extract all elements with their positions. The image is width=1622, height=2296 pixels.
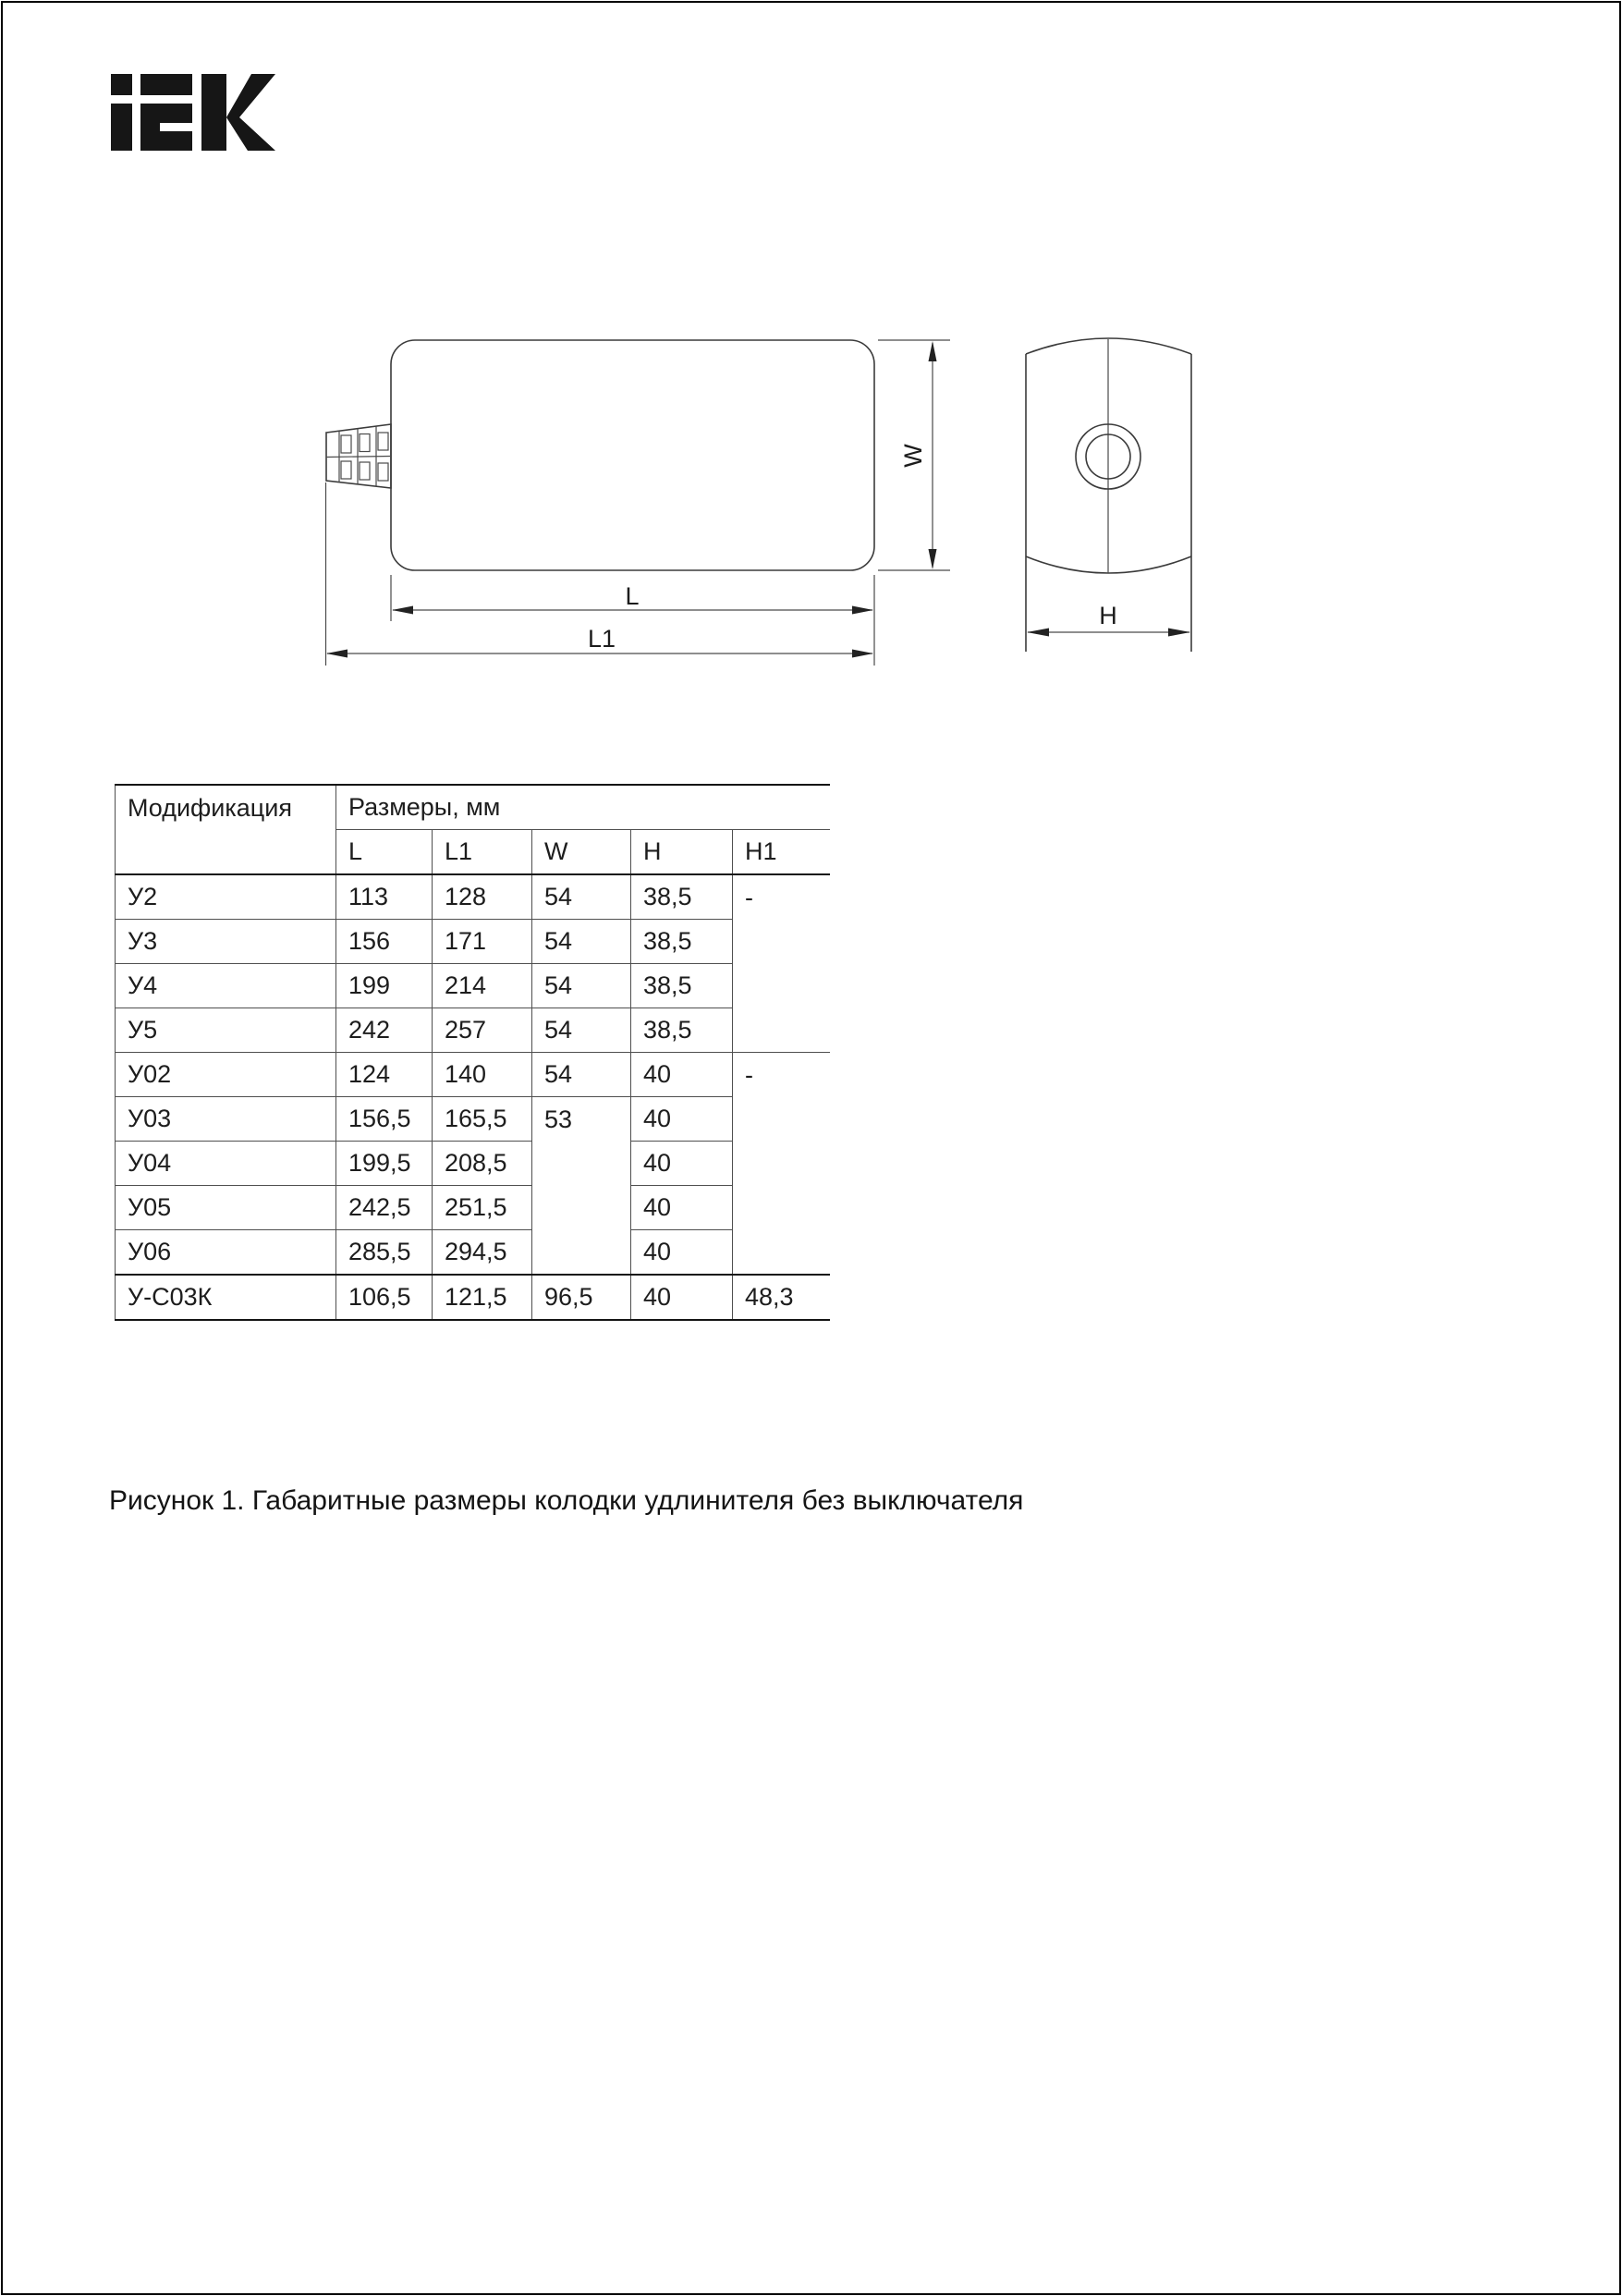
iek-logo bbox=[111, 74, 275, 151]
cell-h: 40 bbox=[631, 1275, 733, 1320]
dimension-l bbox=[391, 575, 874, 666]
cell-w: 54 bbox=[532, 920, 631, 964]
figure-drawing bbox=[305, 314, 1229, 684]
dimension-h-label: H bbox=[1099, 602, 1117, 629]
dimension-h-arrow-right bbox=[1168, 629, 1190, 637]
cell-l1: 128 bbox=[433, 874, 532, 920]
row-label: У05 bbox=[116, 1186, 336, 1230]
header-row-top bbox=[116, 785, 830, 830]
dimensions-table bbox=[115, 784, 830, 1321]
row-label: У-С03К bbox=[116, 1275, 336, 1320]
dimension-w bbox=[878, 340, 950, 570]
table-row bbox=[116, 1275, 830, 1320]
dimension-w-arrow-down bbox=[929, 549, 937, 569]
cell-h: 38,5 bbox=[631, 1008, 733, 1053]
dimension-l1-arrow-right bbox=[852, 650, 873, 658]
col-header-w: W bbox=[532, 830, 631, 875]
table-row bbox=[116, 1230, 830, 1276]
cell-h: 40 bbox=[631, 1186, 733, 1230]
dimension-l1-arrow-left bbox=[326, 650, 348, 658]
col-header-h1: H1 bbox=[733, 830, 830, 875]
cell-h: 38,5 bbox=[631, 964, 733, 1008]
dimension-l1-label: L1 bbox=[587, 625, 616, 653]
row-label: У5 bbox=[116, 1008, 336, 1053]
front-view bbox=[326, 340, 951, 666]
cell-w: 54 bbox=[532, 874, 631, 920]
cell-h1-merged: - bbox=[733, 874, 830, 1053]
dimension-l-arrow-left bbox=[392, 606, 413, 615]
dimension-w-arrow-up bbox=[929, 341, 937, 361]
dimension-w-label: W bbox=[899, 444, 928, 468]
cell-l1: 257 bbox=[433, 1008, 532, 1053]
logo-letter-k-upper-arm bbox=[226, 74, 275, 117]
col-header-h: H bbox=[631, 830, 733, 875]
cell-l1: 214 bbox=[433, 964, 532, 1008]
cell-w: 54 bbox=[532, 964, 631, 1008]
cell-l1: 294,5 bbox=[433, 1230, 532, 1276]
iek-logo-letters bbox=[111, 74, 275, 151]
cell-l: 156 bbox=[336, 920, 433, 964]
cell-l: 156,5 bbox=[336, 1097, 433, 1142]
dimension-l-label: L bbox=[625, 582, 640, 610]
cell-w: 54 bbox=[532, 1053, 631, 1097]
cell-h: 40 bbox=[631, 1230, 733, 1276]
cell-l: 199,5 bbox=[336, 1142, 433, 1186]
cell-l: 285,5 bbox=[336, 1230, 433, 1276]
row-label: У06 bbox=[116, 1230, 336, 1276]
cell-l: 124 bbox=[336, 1053, 433, 1097]
cell-l: 106,5 bbox=[336, 1275, 433, 1320]
col-header-l: L bbox=[336, 830, 433, 875]
cell-w-merged: 53 bbox=[532, 1097, 631, 1276]
figure-caption: Рисунок 1. Габаритные размеры колодки удлинителя без выключателя bbox=[109, 1485, 1024, 1516]
col-header-l1: L1 bbox=[433, 830, 532, 875]
cell-h: 40 bbox=[631, 1097, 733, 1142]
logo-letter-e-body bbox=[140, 104, 192, 151]
table-row bbox=[116, 1186, 830, 1230]
dimension-h bbox=[1027, 602, 1190, 637]
logo-letter-k-stem bbox=[201, 74, 226, 151]
row-label: У03 bbox=[116, 1097, 336, 1142]
cell-l1: 251,5 bbox=[433, 1186, 532, 1230]
cell-l1: 140 bbox=[433, 1053, 532, 1097]
cable-gland-midline bbox=[326, 457, 391, 458]
cell-h1: 48,3 bbox=[733, 1275, 830, 1320]
cell-h: 40 bbox=[631, 1142, 733, 1186]
table-row bbox=[116, 1142, 830, 1186]
cell-l1: 121,5 bbox=[433, 1275, 532, 1320]
cell-h: 38,5 bbox=[631, 874, 733, 920]
table-row bbox=[116, 1097, 830, 1142]
dimension-l-arrow-right bbox=[852, 606, 873, 615]
logo-letter-i-dot bbox=[111, 74, 132, 95]
cell-l: 242,5 bbox=[336, 1186, 433, 1230]
cell-l1: 208,5 bbox=[433, 1142, 532, 1186]
cell-h: 38,5 bbox=[631, 920, 733, 964]
row-label: У4 bbox=[116, 964, 336, 1008]
logo-letter-i-stem bbox=[111, 104, 132, 151]
cell-h1-merged: - bbox=[733, 1053, 830, 1276]
logo-letter-e-top bbox=[140, 74, 192, 95]
table-row bbox=[116, 1053, 830, 1097]
row-label: У2 bbox=[116, 874, 336, 920]
cell-l1: 165,5 bbox=[433, 1097, 532, 1142]
logo-letter-k-lower-arm bbox=[226, 117, 275, 151]
cell-l: 113 bbox=[336, 874, 433, 920]
col-header-dimensions: Размеры, мм bbox=[336, 785, 830, 830]
cell-w: 96,5 bbox=[532, 1275, 631, 1320]
cell-h: 40 bbox=[631, 1053, 733, 1097]
cell-w: 54 bbox=[532, 1008, 631, 1053]
table-row bbox=[116, 920, 830, 964]
row-label: У04 bbox=[116, 1142, 336, 1186]
dimension-h-arrow-left bbox=[1027, 629, 1049, 637]
table-row bbox=[116, 964, 830, 1008]
table-row bbox=[116, 1008, 830, 1053]
side-view bbox=[1026, 338, 1191, 652]
cell-l: 199 bbox=[336, 964, 433, 1008]
row-label: У3 bbox=[116, 920, 336, 964]
cell-l1: 171 bbox=[433, 920, 532, 964]
table-row bbox=[116, 874, 830, 920]
row-label: У02 bbox=[116, 1053, 336, 1097]
extension-block-body bbox=[391, 340, 874, 570]
cell-l: 242 bbox=[336, 1008, 433, 1053]
col-header-modification: Модификация bbox=[116, 785, 336, 874]
cable-gland bbox=[326, 424, 391, 488]
dimension-l1 bbox=[326, 482, 874, 666]
